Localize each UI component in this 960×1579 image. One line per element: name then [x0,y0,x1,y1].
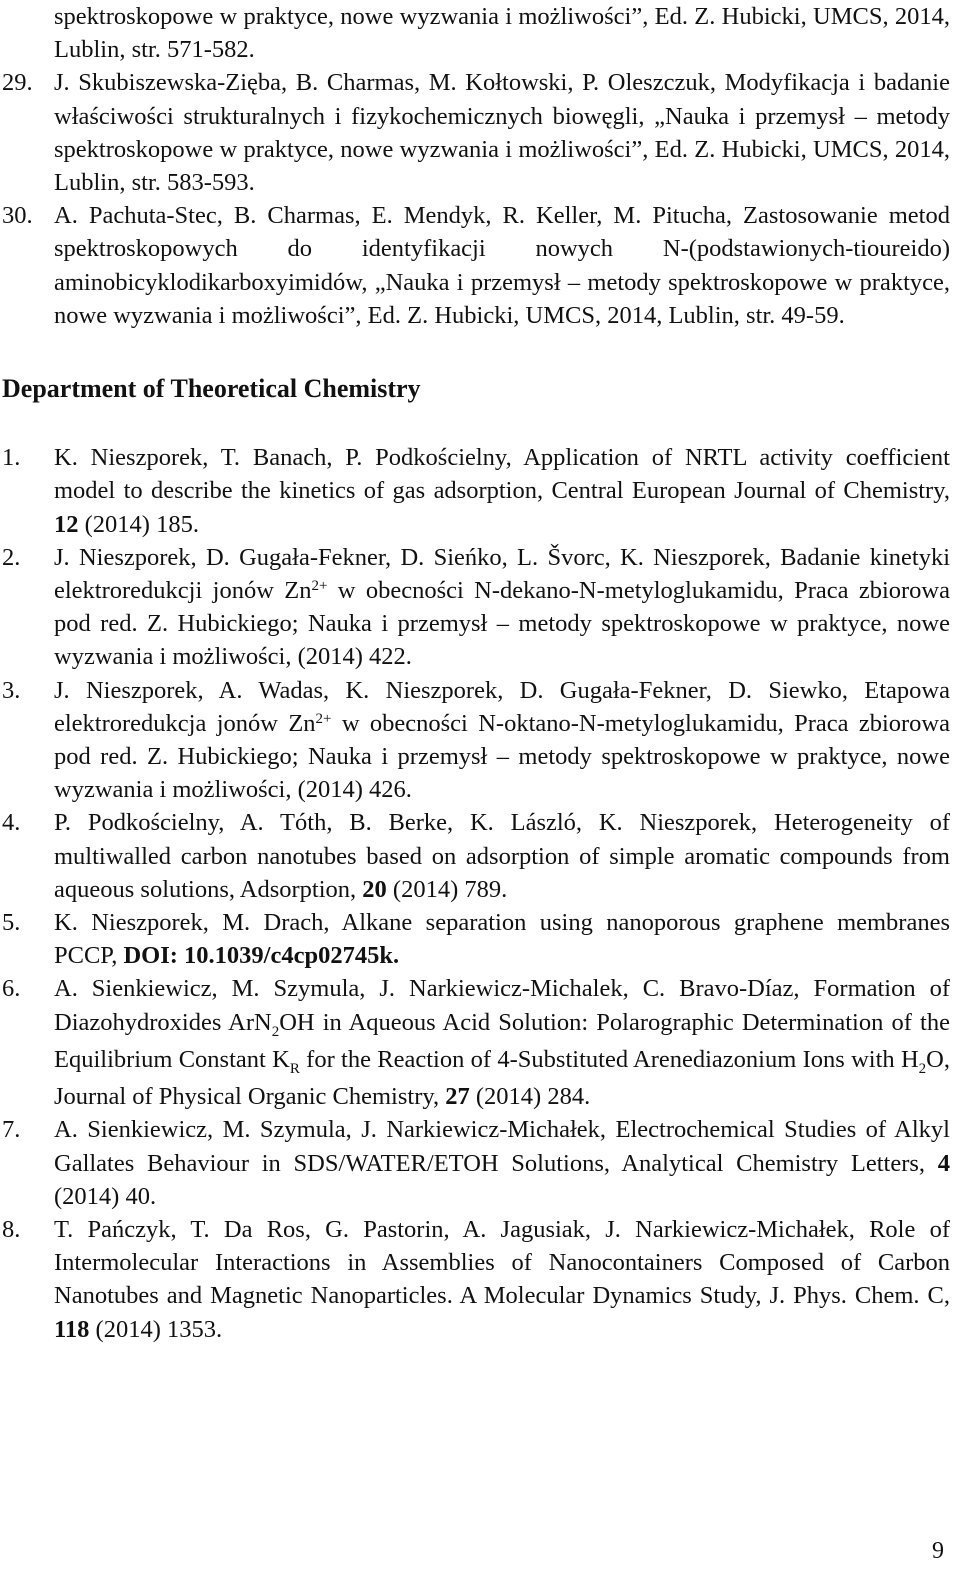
reference-text [54,1113,950,1213]
reference-number: 2. [2,543,21,571]
reference-year-pages: (2014) 1353. [89,1315,223,1343]
reference-item [0,806,950,906]
reference-number: 3. [2,676,21,704]
reference-item [0,972,950,1113]
superscript-charge: 2+ [315,710,332,727]
reference-year-pages: (2014) 284. [469,1083,591,1111]
reference-text [54,906,950,972]
reference-number: 30. [2,202,33,230]
reference-text: J. Skubiszewska-Zięba, B. Charmas, M. Kołtowski, P. Oleszczuk, Modyfikacja i badanie właściwości strukturalnych i fizykochemicznych biowęgli, „Nauka i przemysł – metody spektroskopowe w praktyce, nowe wyzwania i możliwości”, Ed. Z. Hubicki, UMCS, 2014, Lublin, str. 583-593. [54,69,950,197]
reference-volume: 20 [362,875,387,903]
reference-item [0,199,950,332]
reference-number: 7. [2,1116,21,1144]
reference-volume: 4 [937,1149,950,1177]
reference-authors-title: K. Nieszporek, M. Drach, Alkane separation using nanoporous graphene membranes PCCP, [54,909,950,970]
reference-text: A. Pachuta-Stec, B. Charmas, E. Mendyk, R. Keller, M. Pitucha, Zastosowanie metod spektroskopowych do identyfikacji nowych N-(podstawionych-tioureido) aminobicyklodikarboxyimidów, „Nauka i przemysł – metody spektroskopowe w praktyce, nowe wyzwania i możliwości”, Ed. Z. Hubicki, UMCS, 2014, Lublin, str. 49-59. [54,202,950,329]
reference-journal: O, Journal of Physical Organic Chemistry, [54,1045,950,1111]
reference-volume: 118 [54,1315,90,1343]
page-number: 9 [932,1538,944,1564]
reference-item [0,441,950,541]
reference-text [54,806,950,906]
reference-item [0,906,950,972]
reference-year-pages: (2014) 789. [386,875,508,903]
subscript: 2 [918,1060,927,1077]
reference-text [54,674,950,807]
reference-title-part: for the Reaction of 4-Substituted Arenediazonium Ions with H [299,1045,919,1073]
reference-text [54,972,950,1113]
reference-details: w obecności N-oktano-N-metyloglukamidu, Praca zbiorowa pod red. Z. Hubickiego; Nauka i przemysł – metody spektroskopowe w praktyce, nowe wyzwania i możliwości, (2014) 426. [54,709,950,804]
reference-authors-title: J. Nieszporek, D. Gugała-Fekner, D. Sieńko, L. Švorc, K. Nieszporek, Badanie kinetyki elektroredukcji jonów Zn [54,543,950,605]
reference-title-part: OH in Aqueous Acid Solution: Polarographic Determination of the Equilibrium Constant K [54,1008,950,1073]
reference-item [0,541,950,674]
reference-year-pages: (2014) 40. [54,1182,157,1210]
reference-authors-title: A. Sienkiewicz, M. Szymula, J. Narkiewicz-Michalek, C. Bravo-Díaz, Formation of Diazohydroxides ArN [54,975,950,1036]
reference-number: 4. [2,809,21,837]
reference-authors-title: P. Podkościelny, A. Tóth, B. Berke, K. László, K. Nieszporek, Heterogeneity of multiwalled carbon nanotubes based on adsorption of simple aromatic compounds from aqueous solutions, Adsorption, [54,809,950,903]
subscript: R [289,1060,300,1077]
reference-text: spektroskopowe w praktyce, nowe wyzwania i możliwości”, Ed. Z. Hubicki, UMCS, 2014, Lublin, str. 571-582. [54,3,950,64]
reference-doi: DOI: 10.1039/c4cp02745k. [123,942,400,970]
subscript: 2 [271,1023,280,1040]
reference-details: w obecności N-dekano-N-metyloglukamidu, Praca zbiorowa pod red. Z. Hubickiego; Nauka i przemysł – metody spektroskopowe w praktyce, nowe wyzwania i możliwości, (2014) 422. [54,577,950,671]
reference-text [54,1213,950,1346]
reference-number: 29. [2,69,33,97]
reference-item [0,1213,950,1346]
section-heading: Department of Theoretical Chemistry [2,374,421,404]
reference-number: 1. [2,444,21,472]
superscript-charge: 2+ [311,578,328,595]
reference-authors-title: K. Nieszporek, T. Banach, P. Podkościelny, Application of NRTL activity coefficient model to describe the kinetics of gas adsorption, Central European Journal of Chemistry, [54,444,950,505]
reference-number: 8. [2,1215,21,1243]
reference-authors-title: T. Pańczyk, T. Da Ros, G. Pastorin, A. Jagusiak, J. Narkiewicz-Michałek, Role of Intermolecular Interactions in Assemblies of Nanocontainers Composed of Carbon Nanotubes and Magnetic Nanoparticles. A Molecular Dynamics Study, J. Phys. Chem. C, [54,1215,950,1310]
reference-year-pages: (2014) 185. [78,510,199,538]
reference-volume: 27 [445,1083,470,1111]
reference-authors-title: J. Nieszporek, A. Wadas, K. Nieszporek, D. Gugała-Fekner, D. Siewko, Etapowa elektroredukcja jonów Zn [54,676,950,737]
reference-number: 6. [2,975,21,1003]
reference-continued [0,0,950,66]
reference-volume: 12 [54,510,79,538]
reference-text [54,441,950,541]
reference-item [0,1113,950,1213]
reference-text [54,541,950,674]
reference-item [0,66,950,199]
reference-item [0,674,950,807]
reference-number: 5. [2,909,21,937]
reference-authors-title: A. Sienkiewicz, M. Szymula, J. Narkiewicz-Michałek, Electrochemical Studies of Alkyl Gallates Behaviour in SDS/WATER/ETOH Solutions, Analytical Chemistry Letters, [54,1116,950,1177]
